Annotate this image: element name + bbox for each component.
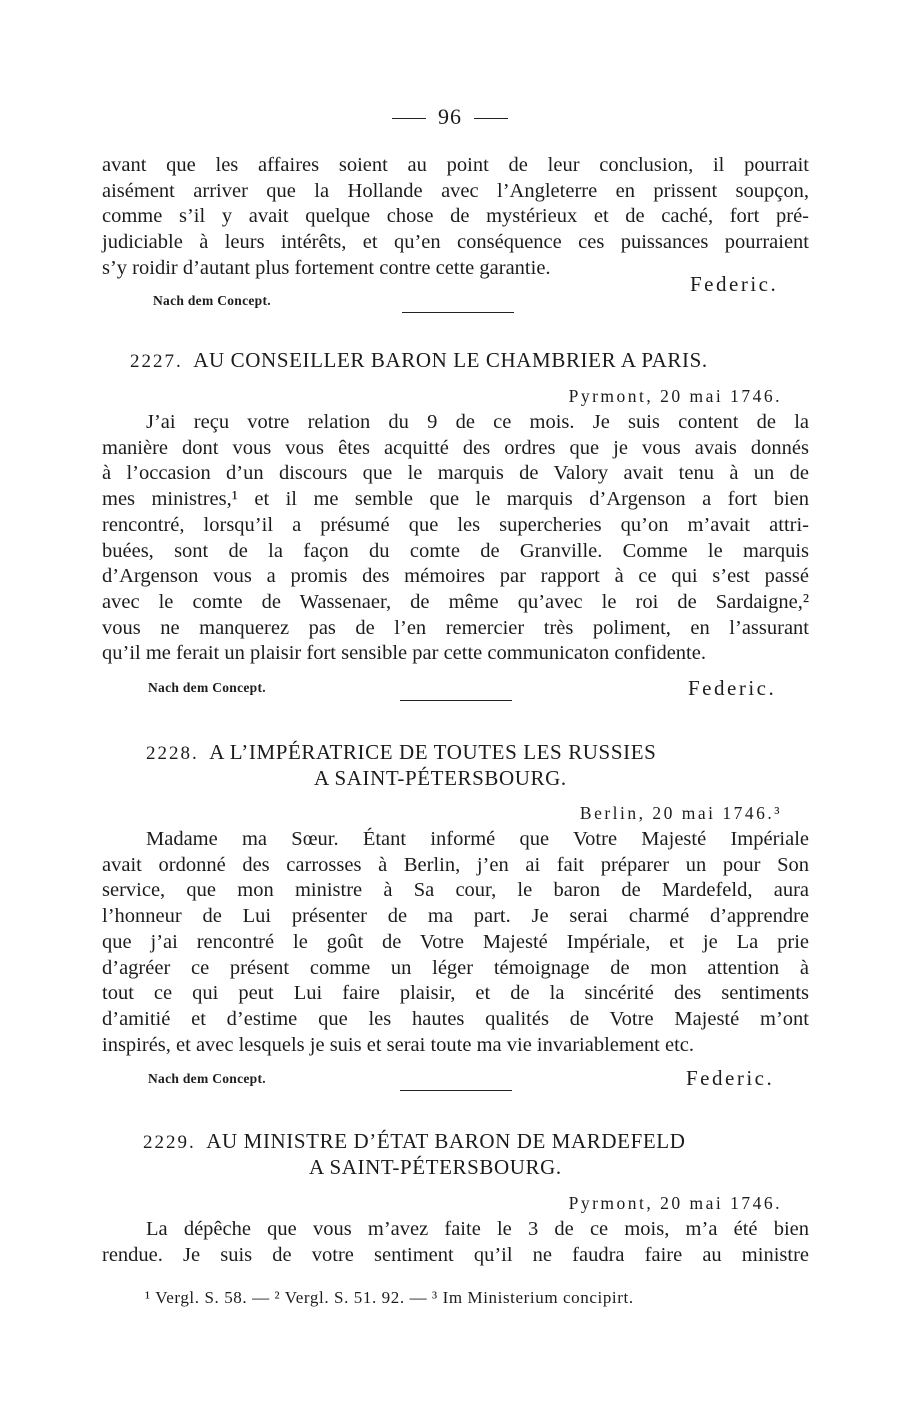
letter-number: 2229. xyxy=(143,1132,196,1153)
text-line: inspirés, et avec lesquels je suis et serai toute ma vie invariablement etc. xyxy=(102,1033,695,1056)
text-line: avant que les affaires soient au point de leur conclusion, il pourrait xyxy=(102,154,809,176)
text-line: aisément arriver que la Hollande avec l’Angleterre en prissent soupçon, xyxy=(102,179,809,202)
letter-body-2227 xyxy=(102,410,809,667)
section-rule xyxy=(400,1090,512,1091)
letter-heading-2227 xyxy=(0,348,900,373)
text-line: manière dont vous vous êtes acquitté des ordres que je vous avais donnés xyxy=(102,436,809,459)
header-dash-right xyxy=(474,118,508,119)
text-line: à l’occasion d’un discours que le marquis de Valory avait tenu à un de xyxy=(102,462,809,485)
text-line: d’amitié et d’estime que les hautes qualités de Votre Majesté m’ont xyxy=(102,1007,809,1030)
letter-heading-line-2 xyxy=(0,766,900,791)
dateline: Pyrmont, 20 mai 1746. xyxy=(568,386,782,406)
letter-heading-line-2 xyxy=(0,1155,900,1180)
section-rule xyxy=(400,700,512,701)
signature: Federic. xyxy=(690,272,779,296)
signature: Federic. xyxy=(688,676,777,700)
text-line: vous ne manquerez pas de l’en remercier très poliment, en l’assurant xyxy=(102,616,809,639)
text-line: mes ministres,¹ et il me semble que le marquis d’Argenson a fort bien xyxy=(102,488,809,511)
text-line: avait ordonné des carrosses à Berlin, j’en ai fait préparer un pour Son xyxy=(102,853,809,876)
dateline: Berlin, 20 mai 1746.³ xyxy=(579,803,782,823)
text-line: qu’il me ferait un plaisir fort sensible par cette communicaton confidente. xyxy=(102,642,706,665)
footnotes: ¹ Vergl. S. 58. — ² Vergl. S. 51. 92. — ³ Im Ministerium concipirt. xyxy=(145,1288,634,1307)
letter-heading-text: AU MINISTRE D’ÉTAT BARON DE MARDEFELD xyxy=(206,1129,686,1153)
text-line: d’agréer ce présent comme un léger témoignage de mon attention à xyxy=(102,956,809,979)
letter-number: 2227. xyxy=(130,351,183,372)
source-note: Nach dem Concept. xyxy=(153,293,271,308)
dateline: Pyrmont, 20 mai 1746. xyxy=(568,1193,782,1213)
text-line: judiciable à leurs intérêts, et qu’en conséquence ces puissances pourraient xyxy=(102,231,809,254)
text-line: avec le comte de Wassenaer, de même qu’avec le roi de Sardaigne,² xyxy=(102,590,809,613)
text-line: s’y roidir d’autant plus fortement contre cette garantie. xyxy=(102,256,551,279)
text-line: buées, sont de la façon du comte de Granville. Comme le marquis xyxy=(102,539,809,562)
letter-heading-2228 xyxy=(0,740,900,765)
letter-heading-text: AU CONSEILLER BARON LE CHAMBRIER A PARIS. xyxy=(193,348,708,372)
text-line: que j’ai rencontré le goût de Votre Majesté Impériale, et je La prie xyxy=(102,930,809,953)
letter-body-2229 xyxy=(102,1217,809,1268)
letter-heading-text: A SAINT-PÉTERSBOURG. xyxy=(314,766,567,790)
section-rule xyxy=(402,312,514,313)
letter-number: 2228. xyxy=(146,743,199,764)
text-line: d’Argenson vous a promis des mémoires par rapport à ce qui s’est passé xyxy=(102,565,809,588)
letter-heading-text: A SAINT-PÉTERSBOURG. xyxy=(309,1155,562,1179)
text-line: rendue. Je suis de votre sentiment qu’il ne faudra faire au ministre xyxy=(102,1243,809,1266)
letter-heading-text: A L’IMPÉRATRICE DE TOUTES LES RUSSIES xyxy=(209,740,657,764)
text-line: La dépêche que vous m’avez faite le 3 de ce mois, m’a été bien xyxy=(146,1218,809,1240)
page-header xyxy=(0,104,900,130)
text-line: J’ai reçu votre relation du 9 de ce mois. Je suis content de la xyxy=(146,411,809,433)
header-dash-left xyxy=(392,118,426,119)
signature: Federic. xyxy=(686,1066,775,1090)
page-number: 96 xyxy=(438,104,462,129)
source-note: Nach dem Concept. xyxy=(148,1071,266,1086)
letter-body-2228 xyxy=(102,827,809,1058)
letter-heading-2229 xyxy=(0,1129,900,1154)
source-note: Nach dem Concept. xyxy=(148,680,266,695)
text-line: service, que mon ministre à Sa cour, le baron de Mardefeld, aura xyxy=(102,879,809,902)
text-line: rencontré, lorsqu’il a présumé que les supercheries qu’on m’avait attri- xyxy=(102,513,809,536)
intro-paragraph xyxy=(102,153,809,282)
text-line: Madame ma Sœur. Étant informé que Votre Majesté Impériale xyxy=(146,828,809,850)
text-line: comme s’il y avait quelque chose de mystérieux et de caché, fort pré- xyxy=(102,205,809,228)
text-line: tout ce qui peut Lui faire plaisir, et de la sincérité des sentiments xyxy=(102,982,809,1005)
text-line: l’honneur de Lui présenter de ma part. Je serai charmé d’apprendre xyxy=(102,905,809,928)
